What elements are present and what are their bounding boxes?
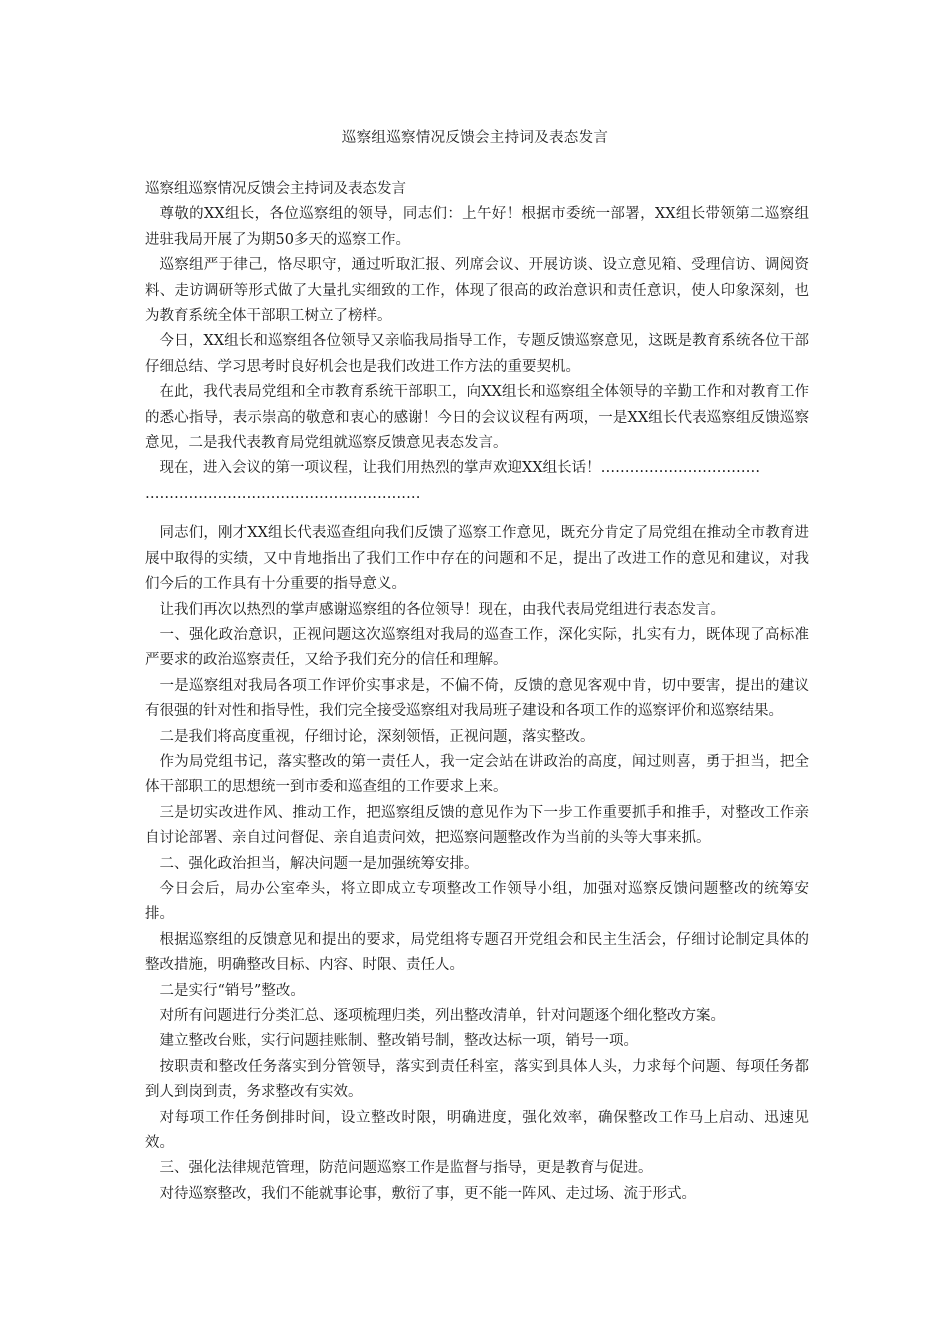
paragraph: 同志们，刚才XX组长代表巡查组向我们反馈了巡察工作意见，既充分肯定了局党组在推动全市教育进展中取得的实绩，又中肯地指出了我们工作中存在的问题和不足，提出了改进工作的意见和建议，对我们今后的工作具有十分重要的指导意义。 — [145, 525, 809, 593]
paragraph: 二是我们将高度重视，仔细讨论，深刻领悟，正视问题，落实整改。 — [159, 728, 595, 745]
body-heading: 巡察组巡察情况反馈会主持词及表态发言 — [145, 181, 406, 197]
paragraph: 现在，进入会议的第一项议程，让我们用热烈的掌声欢迎XX组长话！…………………………… — [159, 460, 761, 477]
paragraph: 对每项工作任务倒排时间，设立整改时限，明确进度，强化效率，确保整改工作马上启动、迅速见效。 — [145, 1109, 809, 1152]
paragraph: 让我们再次以热烈的掌声感谢巡察组的各位领导！现在，由我代表局党组进行表态发言。 — [159, 601, 725, 618]
paragraph: 建立整改台账，实行问题挂账制、整改销号制，整改达标一项，销号一项。 — [159, 1033, 638, 1050]
paragraph: 对待巡察整改，我们不能就事论事，敷衍了事，更不能一阵风、走过场、流于形式。 — [159, 1185, 696, 1202]
paragraph: 根据巡察组的反馈意见和提出的要求，局党组将专题召开党组会和民主生活会，仔细讨论制定具体的整改措施，明确整改目标、内容、时限、责任人。 — [145, 931, 809, 974]
paragraph: 巡察组严于律己，恪尽职守，通过听取汇报、列席会议、开展访谈、设立意见箱、受理信访、调阅资料、走访调研等形式做了大量扎实细致的工作，体现了很高的政治意识和责任意识，使人印象深刻，也为教育系统全体干部职工树立了榜样。 — [145, 257, 809, 325]
paragraph: 今日会后，局办公室牵头，将立即成立专项整改工作领导小组，加强对巡察反馈问题整改的统筹安排。 — [145, 880, 809, 923]
paragraph: 作为局党组书记，落实整改的第一责任人，我一定会站在讲政治的高度，闻过则喜，勇于担当，把全体干部职工的思想统一到市委和巡查组的工作要求上来。 — [145, 753, 809, 796]
paragraph: 在此，我代表局党组和全市教育系统干部职工，向XX组长和巡察组全体领导的辛勤工作和对教育工作的悉心指导，表示崇高的敬意和衷心的感谢！今日的会议议程有两项，一是XX组长代表巡察组反馈巡察意见，二是我代表教育局党组就巡察反馈意见表态发言。 — [145, 384, 809, 452]
paragraph: 按职责和整改任务落实到分管领导，落实到责任科室，落实到具体人头，力求每个问题、每项任务都到人到岗到责，务求整改有实效。 — [145, 1058, 809, 1101]
paragraph: 三、强化法律规范管理，防范问题巡察工作是监督与指导，更是教育与促进。 — [159, 1160, 653, 1177]
dotted-leader-line: ………………………………………………… — [145, 485, 421, 502]
paragraph: 对所有问题进行分类汇总、逐项梳理归类，列出整改清单，针对问题逐个细化整改方案。 — [159, 1008, 725, 1024]
paragraph: 一是巡察组对我局各项工作评价实事求是，不偏不倚，反馈的意见客观中肯，切中要害，提出的建议有很强的针对性和指导性，我们完全接受巡察组对我局班子建设和各项工作的巡察评价和巡察结果。 — [145, 677, 809, 720]
paragraph: 一、强化政治意识，正视问题这次巡察组对我局的巡查工作，深化实际，扎实有力，既体现了高标准严要求的政治巡察责任，又给予我们充分的信任和理解。 — [145, 626, 809, 669]
blank-line — [145, 507, 809, 521]
document-title: 巡察组巡察情况反馈会主持词及表态发言 — [341, 130, 609, 146]
paragraph: 二是实行“销号”整改。 — [159, 982, 305, 999]
paragraph: 三是切实改进作风、推动工作，把巡察组反馈的意见作为下一步工作重要抓手和推手，对整改工作亲自讨论部署、亲自过问督促、亲自追责问效，把巡察问题整改作为当前的头等大事来抓。 — [145, 804, 809, 847]
document-body — [145, 177, 809, 1207]
paragraph: 今日，XX组长和巡察组各位领导又亲临我局指导工作，专题反馈巡察意见，这既是教育系统各位干部仔细总结、学习思考时良好机会也是我们改进工作方法的重要契机。 — [145, 333, 809, 375]
paragraph: 尊敬的XX组长，各位巡察组的领导，同志们：上午好！根据市委统一部署，XX组长带领第二巡察组进驻我局开展了为期50多天的巡察工作。 — [145, 206, 809, 248]
paragraph: 二、强化政治担当，解决问题一是加强统筹安排。 — [159, 855, 479, 872]
